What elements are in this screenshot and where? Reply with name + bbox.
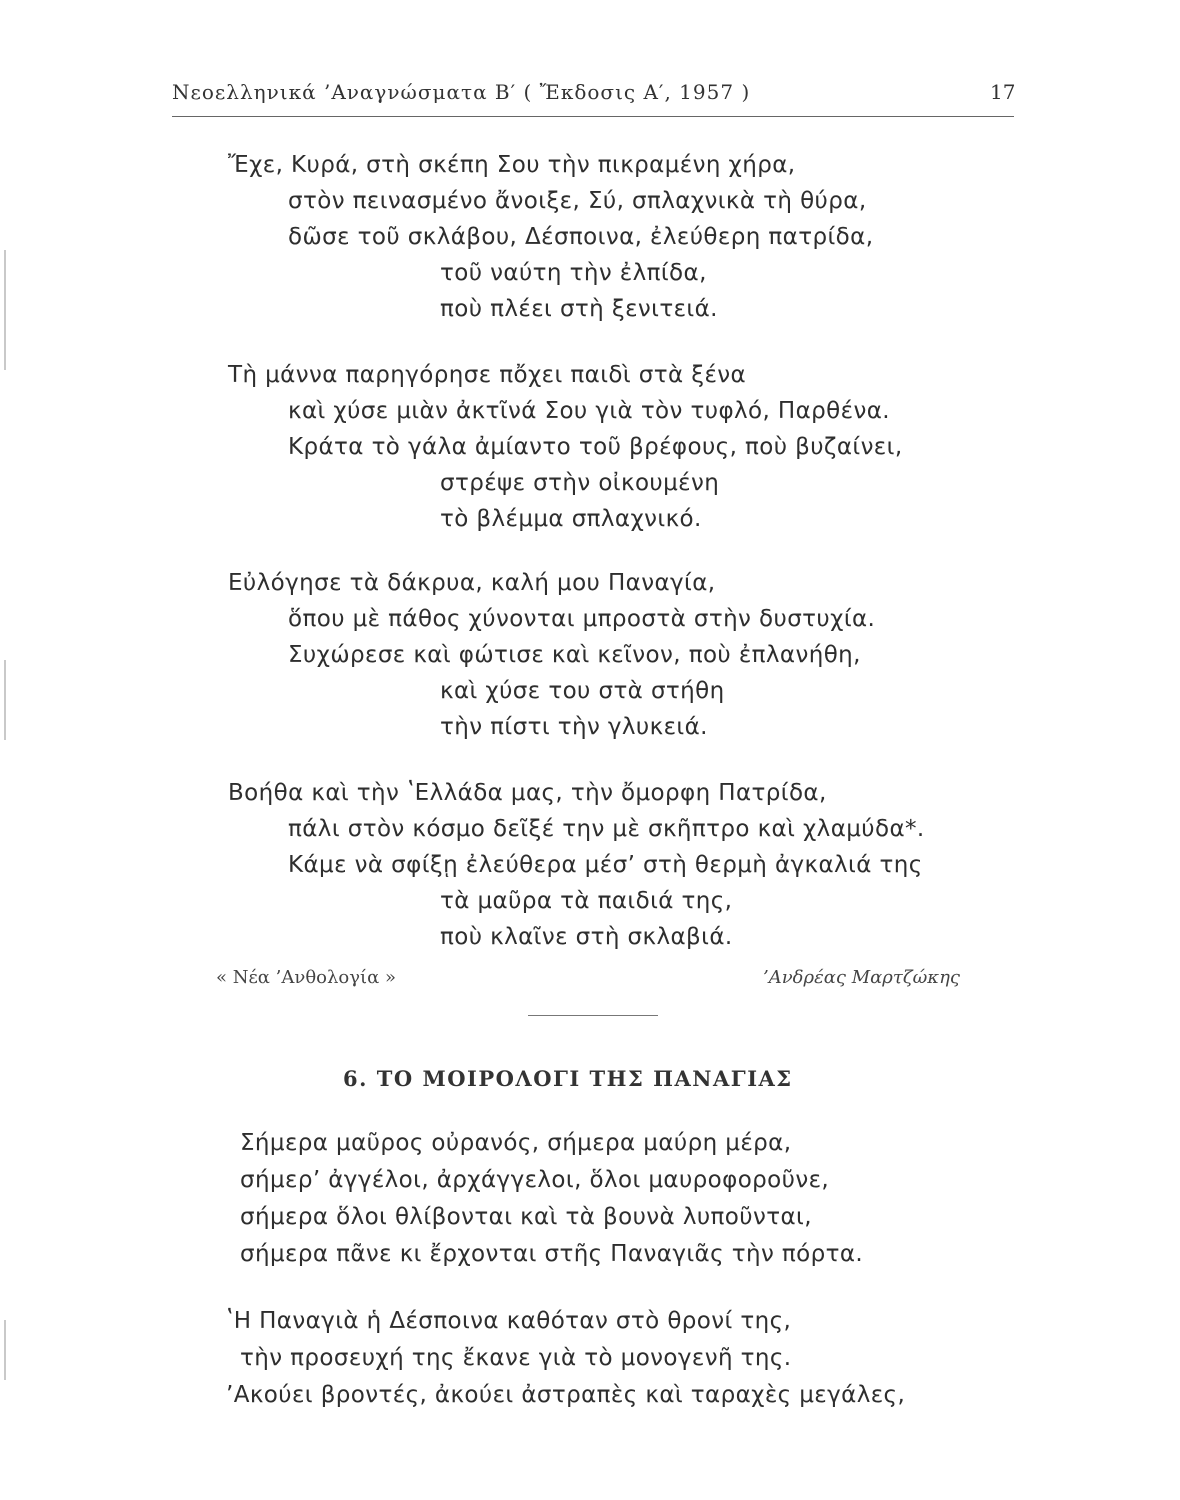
poem-line: τὰ μαῦρα τὰ παιδιά της, xyxy=(440,888,733,914)
poem-line: ’Ακούει βροντές, ἀκούει ἀστραπὲς καὶ ταραχὲς μεγάλες, xyxy=(226,1382,906,1408)
page-number: 17 xyxy=(990,80,1016,104)
poem-line: Βοήθα καὶ τὴν ʽΕλλάδα μας, τὴν ὄμορφη Πατρίδα, xyxy=(228,780,827,806)
poem-line: ποὺ πλέει στὴ ξενιτειά. xyxy=(440,296,718,322)
scan-margin-mark xyxy=(4,660,6,740)
poem-line: πάλι στὸν κόσμο δεῖξέ την μὲ σκῆπτρο καὶ χλαμύδα*. xyxy=(288,816,925,842)
poem-line: Σήμερα μαῦρος οὐρανός, σήμερα μαύρη μέρα, xyxy=(240,1130,792,1156)
poem-line: σήμερα ὅλοι θλίβονται καὶ τὰ βουνὰ λυποῦνται, xyxy=(240,1204,812,1230)
poem-source: « Νέα ’Ανθολογία » xyxy=(216,967,396,988)
running-header-title: Νεοελληνικά ’Αναγνώσματα Β′ ( Ἔκδοσις Α′, 1957 ) xyxy=(172,80,751,104)
section-heading: 6. ΤΟ ΜΟΙΡΟΛΟΓΙ ΤΗΣ ΠΑΝΑΓΙΑΣ xyxy=(343,1066,793,1091)
poem-line: τὴν προσευχή της ἔκανε γιὰ τὸ μονογενῆ της. xyxy=(240,1345,792,1371)
poem-line: τὸ βλέμμα σπλαχνικό. xyxy=(440,506,702,532)
poem-line: καὶ χύσε του στὰ στήθη xyxy=(440,678,725,704)
poem-line: τὴν πίστι τὴν γλυκειά. xyxy=(440,714,708,740)
poem-line: Κράτα τὸ γάλα ἀμίαντο τοῦ βρέφους, ποὺ βυζαίνει, xyxy=(288,434,903,460)
poem-line: Κάμε νὰ σφίξῃ ἐλεύθερα μέσ’ στὴ θερμὴ ἀγκαλιά της xyxy=(288,852,923,878)
poem-line: Εὐλόγησε τὰ δάκρυα, καλή μου Παναγία, xyxy=(228,570,716,596)
poem-line: Συχώρεσε καὶ φώτισε καὶ κεῖνον, ποὺ ἐπλανήθη, xyxy=(288,642,861,668)
poem-line: στρέψε στὴν οἰκουμένη xyxy=(440,470,720,496)
poem-line: ποὺ κλαῖνε στὴ σκλαβιά. xyxy=(440,924,733,950)
scan-margin-mark xyxy=(4,1320,6,1380)
poem-line: σήμερα πᾶνε κι ἔρχονται στῆς Παναγιᾶς τὴν πόρτα. xyxy=(240,1241,864,1267)
poem-line: ὅπου μὲ πάθος χύνονται μπροστὰ στὴν δυστυχία. xyxy=(288,606,876,632)
poem-line: στὸν πεινασμένο ἄνοιξε, Σύ, σπλαχνικὰ τὴ θύρα, xyxy=(288,188,867,214)
poem-line: σήμερ’ ἀγγέλοι, ἀρχάγγελοι, ὅλοι μαυροφοροῦνε, xyxy=(240,1167,830,1193)
poem-line: δῶσε τοῦ σκλάβου, Δέσποινα, ἐλεύθερη πατρίδα, xyxy=(288,224,874,250)
poem-author: ’Ανδρέας Μαρτζώκης xyxy=(763,967,960,988)
poem-line: ʽΗ Παναγιὰ ἡ Δέσποινα καθόταν στὸ θρονί της, xyxy=(226,1308,792,1334)
section-divider xyxy=(528,1015,658,1016)
scan-margin-mark xyxy=(4,250,6,370)
header-rule xyxy=(172,116,1014,117)
poem-line: Ἔχε, Κυρά, στὴ σκέπη Σου τὴν πικραμένη χήρα, xyxy=(228,152,796,178)
poem-line: Τὴ μάννα παρηγόρησε πὄχει παιδὶ στὰ ξένα xyxy=(228,362,747,388)
poem-line: καὶ χύσε μιὰν ἀκτῖνά Σου γιὰ τὸν τυφλό, Παρθένα. xyxy=(288,398,891,424)
poem-line: τοῦ ναύτη τὴν ἐλπίδα, xyxy=(440,260,707,286)
